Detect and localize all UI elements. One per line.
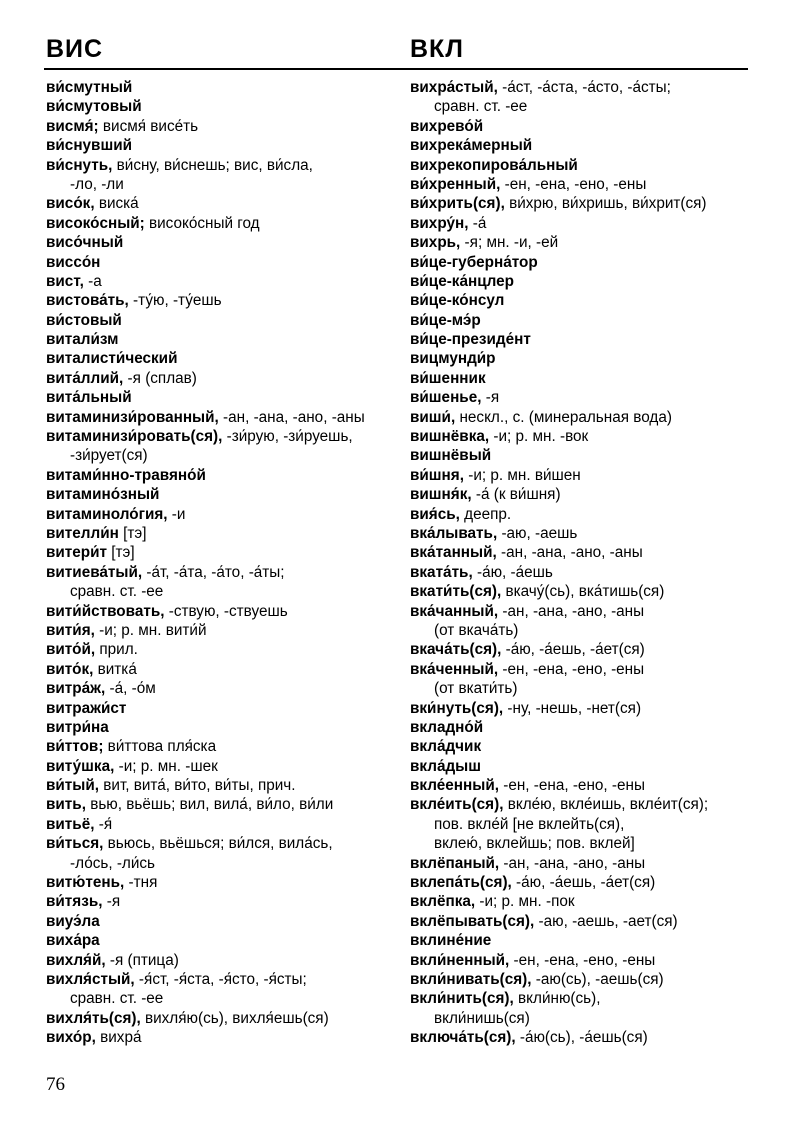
headword: ви́шенье, bbox=[410, 389, 482, 407]
entry-forms: вью, вьёшь; вил, вила́, ви́ло, ви́ли bbox=[85, 796, 334, 814]
entry-forms: -я (птица) bbox=[105, 951, 179, 969]
dictionary-entry bbox=[46, 427, 396, 446]
headword: ви́шенник bbox=[410, 369, 486, 387]
headword: ви́снувший bbox=[46, 137, 133, 155]
headword: ви́ться, bbox=[46, 835, 104, 853]
headword: вка́танный, bbox=[410, 544, 497, 562]
headword: вихля́стый, bbox=[46, 970, 135, 988]
entry-continuation bbox=[46, 446, 396, 465]
headword: вишнёвка, bbox=[410, 428, 490, 446]
entry-forms: виска́ bbox=[94, 195, 139, 213]
headword: витю́тень, bbox=[46, 874, 125, 892]
headword: вихрево́й bbox=[410, 117, 484, 135]
headword: вита́ллий, bbox=[46, 369, 124, 387]
dictionary-entry bbox=[410, 660, 750, 679]
entry-forms: -аю, -аешь bbox=[497, 524, 578, 542]
dictionary-entry bbox=[46, 737, 396, 756]
entry-forms: -я́ст, -я́ста, -я́сто, -я́сты; bbox=[134, 970, 307, 988]
dictionary-entry bbox=[46, 505, 396, 524]
entry-forms: сравн. ст. -ее bbox=[70, 990, 164, 1008]
dictionary-entry bbox=[410, 194, 750, 213]
entry-forms: висмя́ висе́ть bbox=[98, 117, 199, 135]
entry-forms: -аю, -аешь, -ает(ся) bbox=[534, 912, 678, 930]
dictionary-entry bbox=[410, 78, 750, 97]
entry-forms: -ен, -ена, -ено, -ены bbox=[509, 951, 656, 969]
dictionary-entry bbox=[46, 660, 396, 679]
entry-forms: вклею́, вклейшь; пов. вклей] bbox=[434, 835, 635, 853]
dictionary-entry bbox=[410, 989, 750, 1008]
dictionary-entry bbox=[410, 233, 750, 252]
dictionary-entry bbox=[410, 349, 750, 368]
entry-continuation bbox=[410, 834, 750, 853]
headword: витьё, bbox=[46, 815, 95, 833]
entry-forms: вкли́ню(сь), bbox=[513, 990, 601, 1008]
entry-forms: -и bbox=[167, 505, 186, 523]
entry-forms: нескл., с. (минеральная вода) bbox=[455, 408, 672, 426]
dictionary-entry bbox=[410, 253, 750, 272]
headword: вихля́ть(ся), bbox=[46, 1009, 141, 1027]
headword: вихля́й, bbox=[46, 951, 106, 969]
headword: вката́ть, bbox=[410, 563, 473, 581]
entry-forms: -и; р. мн. ви́шен bbox=[463, 466, 581, 484]
dictionary-entry bbox=[46, 873, 396, 892]
entry-forms: пов. вкле́й [не вклейть(ся), bbox=[434, 815, 625, 833]
headword: вклёпка, bbox=[410, 893, 476, 911]
headword: ви́це-ко́нсул bbox=[410, 292, 505, 310]
dictionary-entry bbox=[410, 757, 750, 776]
headword: виуэ́ла bbox=[46, 912, 100, 930]
headword: вишня́к, bbox=[410, 486, 472, 504]
dictionary-entry bbox=[46, 912, 396, 931]
headword: вито́й, bbox=[46, 641, 96, 659]
entry-forms: -зи́рую, -зи́руешь, bbox=[222, 428, 353, 446]
dictionary-entry bbox=[410, 311, 750, 330]
headword: витражи́ст bbox=[46, 699, 127, 717]
entry-forms: -а́ bbox=[468, 214, 487, 232]
page-number: 76 bbox=[46, 1074, 65, 1095]
dictionary-entry bbox=[46, 214, 396, 233]
dictionary-entry bbox=[410, 699, 750, 718]
dictionary-entry bbox=[410, 602, 750, 621]
dictionary-entry bbox=[46, 408, 396, 427]
headword: вителли́н bbox=[46, 524, 119, 542]
dictionary-entry bbox=[46, 78, 396, 97]
headword: ви́снуть, bbox=[46, 156, 113, 174]
entry-forms: -я bbox=[102, 893, 121, 911]
entry-continuation bbox=[46, 854, 396, 873]
dictionary-entry bbox=[410, 582, 750, 601]
entry-forms: -я; мн. -и, -ей bbox=[460, 234, 559, 252]
entry-forms: -ло́сь, -ли́сь bbox=[70, 854, 155, 872]
running-head-left: ВИС bbox=[46, 35, 104, 63]
entry-forms: вит, вита́, ви́то, ви́ты, прич. bbox=[99, 777, 296, 795]
headword: вкача́ть(ся), bbox=[410, 641, 502, 659]
headword: вихра́стый, bbox=[410, 79, 498, 96]
entry-forms: -тня bbox=[124, 874, 158, 892]
entry-continuation bbox=[46, 989, 396, 1008]
headword: висмя́; bbox=[46, 117, 99, 135]
headword: вкладно́й bbox=[410, 718, 484, 736]
dictionary-entry bbox=[410, 388, 750, 407]
dictionary-entry bbox=[410, 951, 750, 970]
entry-continuation bbox=[410, 815, 750, 834]
dictionary-entry bbox=[46, 970, 396, 989]
headword: виссо́н bbox=[46, 253, 101, 271]
entry-forms: -а́ю, -а́ешь, -а́ет(ся) bbox=[511, 874, 656, 892]
dictionary-entry bbox=[410, 446, 750, 465]
dictionary-entry bbox=[46, 466, 396, 485]
entry-forms: вихра́ bbox=[95, 1029, 142, 1047]
entry-forms: вихля́ю(сь), вихля́ешь(ся) bbox=[140, 1009, 329, 1027]
dictionary-entry bbox=[410, 892, 750, 911]
dictionary-entry bbox=[410, 175, 750, 194]
dictionary-entry bbox=[410, 369, 750, 388]
dictionary-entry bbox=[410, 291, 750, 310]
entry-forms: -ен, -ена, -ено, -ены bbox=[500, 175, 647, 193]
headword: вкла́дыш bbox=[410, 757, 481, 775]
dictionary-entry bbox=[46, 349, 396, 368]
entry-forms: високо́сный год bbox=[144, 214, 260, 232]
dictionary-entry bbox=[46, 640, 396, 659]
entry-forms: -я bbox=[481, 389, 500, 407]
headword: вита́льный bbox=[46, 389, 132, 407]
entry-forms: [тэ] bbox=[118, 524, 147, 542]
headword: вка́ченный, bbox=[410, 660, 499, 678]
headword: вклине́ние bbox=[410, 932, 492, 950]
dictionary-entry bbox=[410, 272, 750, 291]
left-column bbox=[46, 78, 396, 1048]
dictionary-entry bbox=[410, 117, 750, 136]
headword: ви́тый, bbox=[46, 777, 100, 795]
dictionary-entry bbox=[46, 272, 396, 291]
entry-forms: -а bbox=[83, 272, 102, 290]
dictionary-entry bbox=[410, 330, 750, 349]
right-column bbox=[410, 78, 750, 1048]
entry-forms: -ствую, -ствуешь bbox=[164, 602, 288, 620]
entry-forms: сравн. ст. -ее bbox=[70, 583, 164, 601]
entry-forms: -ту́ю, -ту́ешь bbox=[128, 292, 222, 310]
entry-forms: -а́ю, -а́ешь, -а́ет(ся) bbox=[501, 641, 645, 659]
dictionary-entry bbox=[410, 1028, 750, 1047]
entry-forms: [тэ] bbox=[107, 544, 135, 562]
entry-forms: -ан, -ана, -ано, -аны bbox=[498, 602, 645, 620]
headword: висо́чный bbox=[46, 234, 124, 252]
headword: виши́, bbox=[410, 408, 456, 426]
headword: виту́шка, bbox=[46, 757, 115, 775]
dictionary-entry bbox=[410, 214, 750, 233]
dictionary-entry bbox=[410, 485, 750, 504]
headword: вист, bbox=[46, 272, 84, 290]
dictionary-entry bbox=[46, 253, 396, 272]
headword: вихрь, bbox=[410, 234, 461, 252]
headword: вки́нуть(ся), bbox=[410, 699, 504, 717]
entry-continuation bbox=[410, 621, 750, 640]
dictionary-entry bbox=[46, 718, 396, 737]
headword: вити́я, bbox=[46, 621, 95, 639]
dictionary-entry bbox=[410, 543, 750, 562]
dictionary-entry bbox=[46, 815, 396, 834]
dictionary-entry bbox=[410, 427, 750, 446]
entry-forms: -а́ (к ви́шня) bbox=[471, 486, 561, 504]
dictionary-entry bbox=[410, 466, 750, 485]
entry-forms: -а́, -о́м bbox=[105, 680, 156, 698]
dictionary-entry bbox=[410, 737, 750, 756]
dictionary-entry bbox=[46, 156, 396, 175]
entry-forms: ви́сну, ви́снешь; вис, ви́сла, bbox=[112, 156, 313, 174]
dictionary-entry bbox=[46, 602, 396, 621]
headword: вкли́нивать(ся), bbox=[410, 970, 532, 988]
dictionary-entry bbox=[410, 408, 750, 427]
headword: вити́йствовать, bbox=[46, 602, 165, 620]
entry-continuation bbox=[46, 582, 396, 601]
dictionary-entry bbox=[46, 543, 396, 562]
dictionary-entry bbox=[46, 679, 396, 698]
entry-forms: -зи́рует(ся) bbox=[70, 447, 148, 465]
headword: ви́тязь, bbox=[46, 893, 103, 911]
dictionary-entry bbox=[410, 136, 750, 155]
entry-continuation bbox=[410, 679, 750, 698]
entry-forms: вкли́нишь(ся) bbox=[434, 1009, 530, 1027]
entry-forms: -и; р. мн. вити́й bbox=[94, 621, 207, 639]
running-head-right: ВКЛ bbox=[410, 35, 464, 63]
dictionary-entry bbox=[46, 330, 396, 349]
headword: витамино́зный bbox=[46, 486, 160, 504]
headword: вкле́ить(ся), bbox=[410, 796, 504, 814]
dictionary-entry bbox=[46, 951, 396, 970]
headword: ви́це-губерна́тор bbox=[410, 253, 538, 271]
headword: ви́ттов; bbox=[46, 738, 104, 756]
dictionary-entry bbox=[46, 117, 396, 136]
headword: вистова́ть, bbox=[46, 292, 129, 310]
entry-forms: -ну, -нешь, -нет(ся) bbox=[503, 699, 642, 717]
dictionary-entry bbox=[410, 873, 750, 892]
entry-forms: вкле́ю, вкле́ишь, вкле́ит(ся); bbox=[503, 796, 709, 814]
headword: витери́т bbox=[46, 544, 108, 562]
dictionary-entry bbox=[410, 563, 750, 582]
dictionary-entry bbox=[46, 621, 396, 640]
headword: вихрека́мерный bbox=[410, 137, 533, 155]
dictionary-entry bbox=[46, 757, 396, 776]
headword: витами́нно-травяно́й bbox=[46, 466, 206, 484]
entry-forms: ви́хрю, ви́хришь, ви́хрит(ся) bbox=[504, 195, 707, 213]
entry-forms: -а́ст, -а́ста, -а́сто, -а́сты; bbox=[497, 79, 671, 96]
dictionary-entry bbox=[410, 795, 750, 814]
headword: ви́смутовый bbox=[46, 98, 142, 116]
entry-forms: вкачу́(сь), вка́тишь(ся) bbox=[501, 583, 665, 601]
headword: ви́це-президе́нт bbox=[410, 331, 531, 349]
dictionary-entry bbox=[46, 388, 396, 407]
dictionary-entry bbox=[410, 776, 750, 795]
dictionary-entry bbox=[46, 485, 396, 504]
headword: висо́к, bbox=[46, 195, 95, 213]
headword: вка́лывать, bbox=[410, 524, 498, 542]
headword: витаминизи́рованный, bbox=[46, 408, 219, 426]
headword: вкати́ть(ся), bbox=[410, 583, 502, 601]
dictionary-entry bbox=[46, 97, 396, 116]
entry-forms: деепр. bbox=[459, 505, 512, 523]
dictionary-entry bbox=[46, 194, 396, 213]
headword: вицмунди́р bbox=[410, 350, 496, 368]
headword: вить, bbox=[46, 796, 86, 814]
dictionary-entry bbox=[410, 640, 750, 659]
entry-forms: -я (сплав) bbox=[123, 369, 197, 387]
entry-forms: вьюсь, вьёшься; ви́лся, вила́сь, bbox=[103, 835, 333, 853]
headword: вка́чанный, bbox=[410, 602, 499, 620]
headword: ви́смутный bbox=[46, 79, 133, 96]
headword: витаминоло́гия, bbox=[46, 505, 168, 523]
entry-forms: -ан, -ана, -ано, -аны bbox=[499, 854, 646, 872]
headword: ви́хренный, bbox=[410, 175, 501, 193]
entry-forms: (от вкача́ть) bbox=[434, 621, 519, 639]
entry-forms: -ан, -ана, -ано, -аны bbox=[218, 408, 365, 426]
entry-forms: -я́ bbox=[94, 815, 113, 833]
headword: витиева́тый, bbox=[46, 563, 143, 581]
entry-forms: (от вкати́ть) bbox=[434, 680, 518, 698]
headword: вихрекопирова́льный bbox=[410, 156, 578, 174]
dictionary-entry bbox=[46, 931, 396, 950]
dictionary-entry bbox=[46, 563, 396, 582]
dictionary-entry bbox=[410, 156, 750, 175]
headword: вклепа́ть(ся), bbox=[410, 874, 512, 892]
dictionary-entry bbox=[46, 136, 396, 155]
headword: вихру́н, bbox=[410, 214, 469, 232]
dictionary-entry bbox=[410, 718, 750, 737]
entry-forms: -а́ю, -а́ешь bbox=[472, 563, 553, 581]
entry-forms: -а́ю(сь), -а́ешь(ся) bbox=[515, 1029, 648, 1047]
entry-forms: -и; р. мн. -вок bbox=[489, 428, 589, 446]
headword: виталисти́ческий bbox=[46, 350, 178, 368]
dictionary-entry bbox=[46, 699, 396, 718]
headword: ви́хрить(ся), bbox=[410, 195, 505, 213]
header-rule bbox=[44, 68, 748, 70]
dictionary-entry bbox=[46, 233, 396, 252]
headword: вклёпывать(ся), bbox=[410, 912, 535, 930]
headword: вишнёвый bbox=[410, 447, 492, 465]
entry-continuation bbox=[410, 1009, 750, 1028]
dictionary-entry bbox=[410, 854, 750, 873]
entry-forms: -ен, -ена, -ено, -ены bbox=[498, 660, 645, 678]
entry-forms: -и; р. мн. -шек bbox=[114, 757, 218, 775]
entry-forms: -и; р. мн. -пок bbox=[475, 893, 575, 911]
headword: вкле́енный, bbox=[410, 777, 499, 795]
entry-forms: -ен, -ена, -ено, -ены bbox=[498, 777, 645, 795]
entry-forms: ви́ттова пля́ска bbox=[103, 738, 217, 756]
dictionary-entry bbox=[410, 970, 750, 989]
headword: ви́шня, bbox=[410, 466, 464, 484]
dictionary-entry bbox=[46, 1028, 396, 1047]
headword: високо́сный; bbox=[46, 214, 145, 232]
entry-forms: прил. bbox=[95, 641, 138, 659]
entry-forms: -ан, -ана, -ано, -аны bbox=[496, 544, 643, 562]
dictionary-entry bbox=[410, 931, 750, 950]
headword: вкли́нить(ся), bbox=[410, 990, 514, 1008]
entry-forms: -ло, -ли bbox=[70, 175, 124, 193]
entry-continuation bbox=[410, 97, 750, 116]
dictionary-entry bbox=[46, 834, 396, 853]
dictionary-entry bbox=[46, 291, 396, 310]
headword: витри́на bbox=[46, 718, 109, 736]
dictionary-entry bbox=[46, 524, 396, 543]
entry-forms: сравн. ст. -ее bbox=[434, 98, 528, 116]
headword: витали́зм bbox=[46, 331, 119, 349]
headword: ви́стовый bbox=[46, 311, 122, 329]
headword: вклёпаный, bbox=[410, 854, 500, 872]
headword: вкли́ненный, bbox=[410, 951, 510, 969]
dictionary-entry bbox=[46, 311, 396, 330]
headword: ви́це-ка́нцлер bbox=[410, 272, 514, 290]
dictionary-entry bbox=[46, 369, 396, 388]
dictionary-entry bbox=[46, 795, 396, 814]
dictionary-entry bbox=[410, 912, 750, 931]
dictionary-entry bbox=[46, 892, 396, 911]
dictionary-entry bbox=[46, 776, 396, 795]
headword: включа́ть(ся), bbox=[410, 1029, 516, 1047]
entry-forms: -а́т, -а́та, -а́то, -а́ты; bbox=[142, 563, 285, 581]
headword: витаминизи́ровать(ся), bbox=[46, 428, 223, 446]
dictionary-entry bbox=[410, 524, 750, 543]
headword: виха́ра bbox=[46, 932, 100, 950]
headword: вия́сь, bbox=[410, 505, 460, 523]
entry-forms: -аю(сь), -аешь(ся) bbox=[531, 970, 664, 988]
entry-forms: витка́ bbox=[93, 660, 137, 678]
headword: витра́ж, bbox=[46, 680, 106, 698]
dictionary-entry bbox=[410, 505, 750, 524]
entry-continuation bbox=[46, 175, 396, 194]
headword: вкла́дчик bbox=[410, 738, 482, 756]
headword: вито́к, bbox=[46, 660, 94, 678]
dictionary-entry bbox=[46, 1009, 396, 1028]
headword: ви́це-мэ́р bbox=[410, 311, 481, 329]
headword: вихо́р, bbox=[46, 1029, 96, 1047]
